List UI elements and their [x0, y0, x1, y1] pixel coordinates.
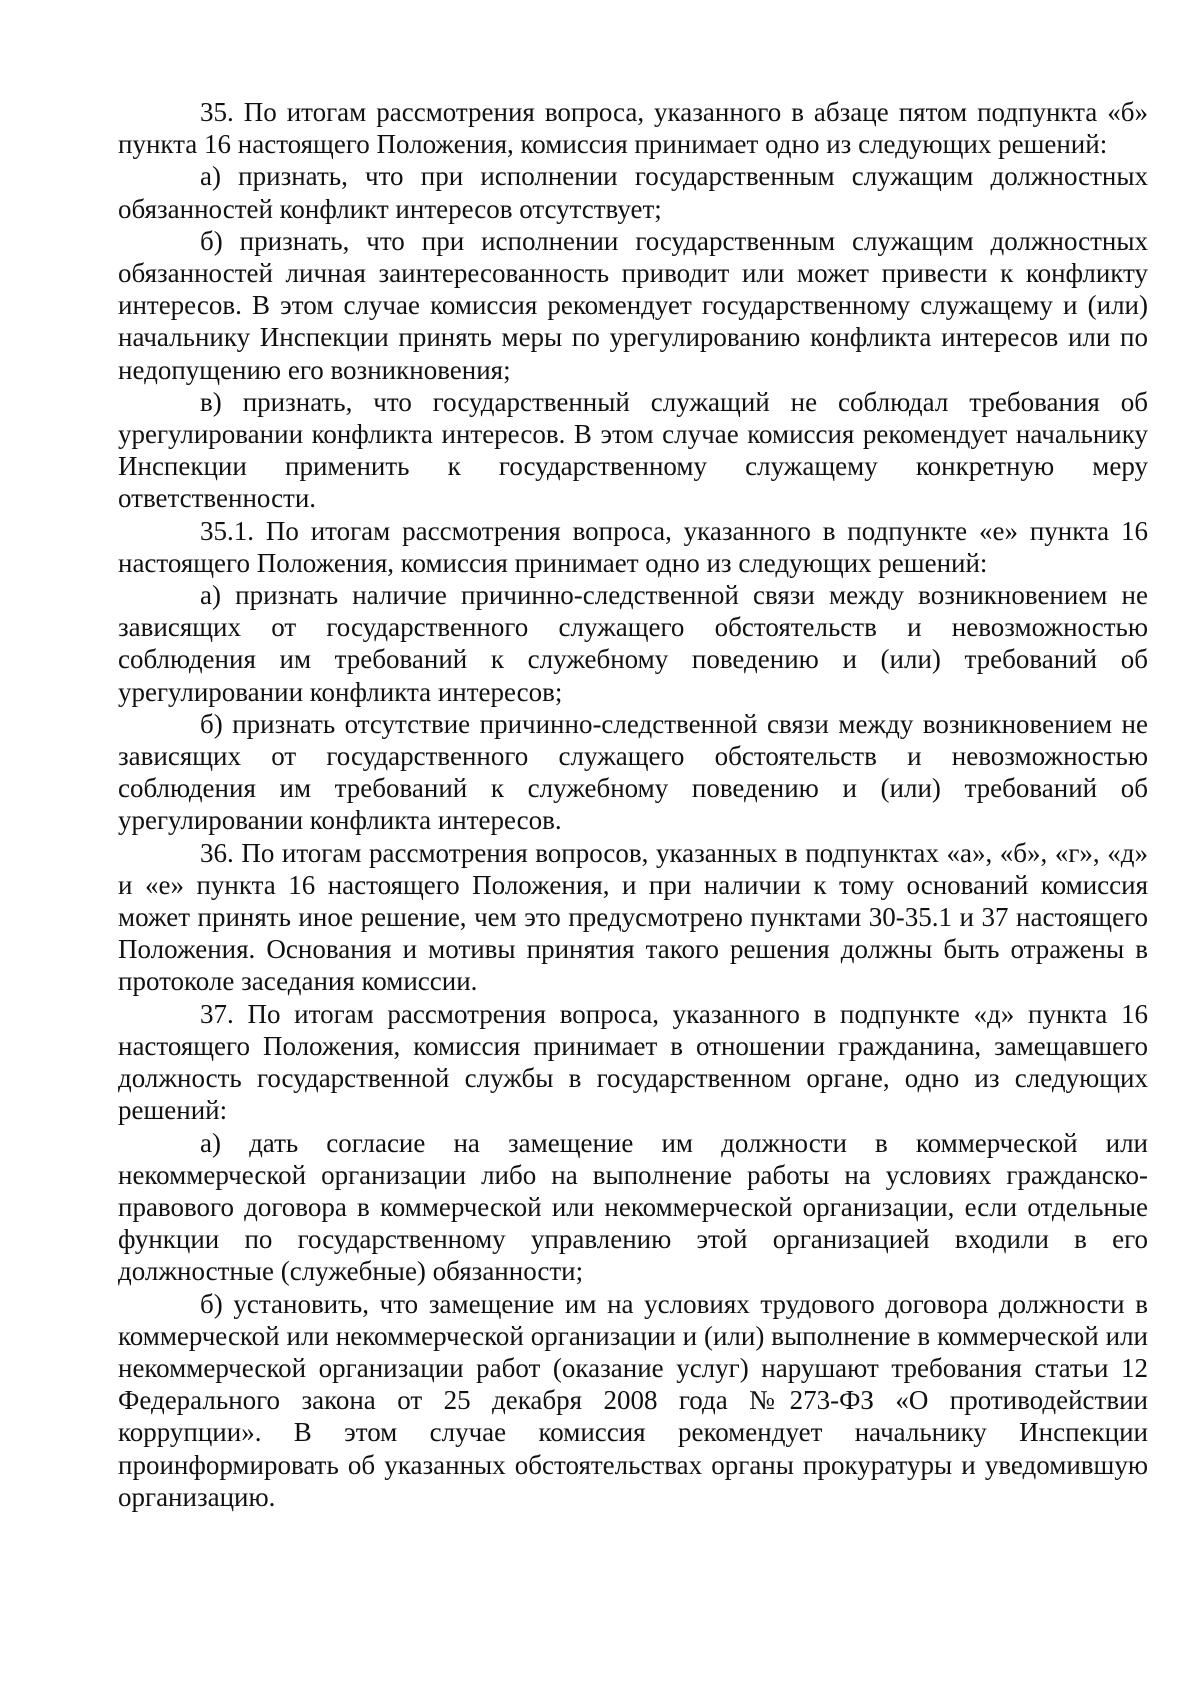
paragraph-35-1-b: б) признать отсутствие причинно-следственной связи между возникновением не зависящих от государственного служащего обстоятельств и невозможностью соблюдения им требований к служебному поведению и (или) требований об урегулировании конфликта интересов. — [118, 708, 1148, 836]
paragraph-37-b: б) установить, что замещение им на условиях трудового договора должности в коммерческой или некоммерческой организации и (или) выполнение в коммерческой или некоммерческой организации работ (оказание услуг) нарушают требования статьи 12 Федерального закона от 25 декабря 2008 года №273-ФЗ «О противодействии коррупции». В этом случае комиссия рекомендует начальнику Инспекции проинформировать об указанных обстоятельствах органы прокуратуры и уведомившую организацию. — [118, 1288, 1148, 1512]
paragraph-35-v: в) признать, что государственный служащий не соблюдал требования об урегулировании конфликта интересов. В этом случае комиссия рекомендует начальнику Инспекции применить к государственному служащему конкретную меру ответственности. — [118, 386, 1148, 514]
paragraph-35-1: 35.1. По итогам рассмотрения вопроса, указанного в подпункте «е» пункта 16 настоящего Положения, комиссия принимает одно из следующих решений: — [118, 515, 1148, 578]
paragraph-35-1-a: а) признать наличие причинно-следственной связи между возникновением не зависящих от государственного служащего обстоятельств и невозможностью соблюдения им требований к служебному поведению и (или) требований об урегулировании конфликта интересов; — [118, 580, 1148, 707]
paragraph-37: 37. По итогам рассмотрения вопроса, указанного в подпункте «д» пункта 16 настоящего Положения, комиссия принимает в отношении гражданина, замещавшего должность государственной службы в государственном органе, одно из следующих решений: — [118, 998, 1148, 1126]
document-page — [118, 96, 1148, 1513]
paragraph-35-a: а) признать, что при исполнении государственным служащим должностных обязанностей конфликт интересов отсутствует; — [118, 161, 1148, 224]
paragraph-35: 35. По итогам рассмотрения вопроса, указанного в абзаце пятом подпункта «б» пункта 16 настоящего Положения, комиссия принимает одно из следующих решений: — [118, 97, 1148, 160]
paragraph-37-a: а) дать согласие на замещение им должности в коммерческой или некоммерческой организации либо на выполнение работы на условиях гражданско-правового договора в коммерческой или некоммерческой организации, если отдельные функции по государственному управлению этой организацией входили в его должностные (служебные) обязанности; — [118, 1127, 1148, 1287]
paragraph-35-b: б) признать, что при исполнении государственным служащим должностных обязанностей личная заинтересованность приводит или может привести к конфликту интересов. В этом случае комиссия рекомендует государственному служащему и (или) начальнику Инспекции принять меры по урегулированию конфликта интересов или по недопущению его возникновения; — [118, 225, 1148, 385]
paragraph-36: 36. По итогам рассмотрения вопросов, указанных в подпунктах «а», «б», «г», «д» и «е» пункта 16 настоящего Положения, и при наличии к тому оснований комиссия может принять иное решение, чем это предусмотрено пунктами 30-35.1 и 37 настоящего Положения. Основания и мотивы принятия такого решения должны быть отражены в протоколе заседания комиссии. — [118, 837, 1148, 997]
